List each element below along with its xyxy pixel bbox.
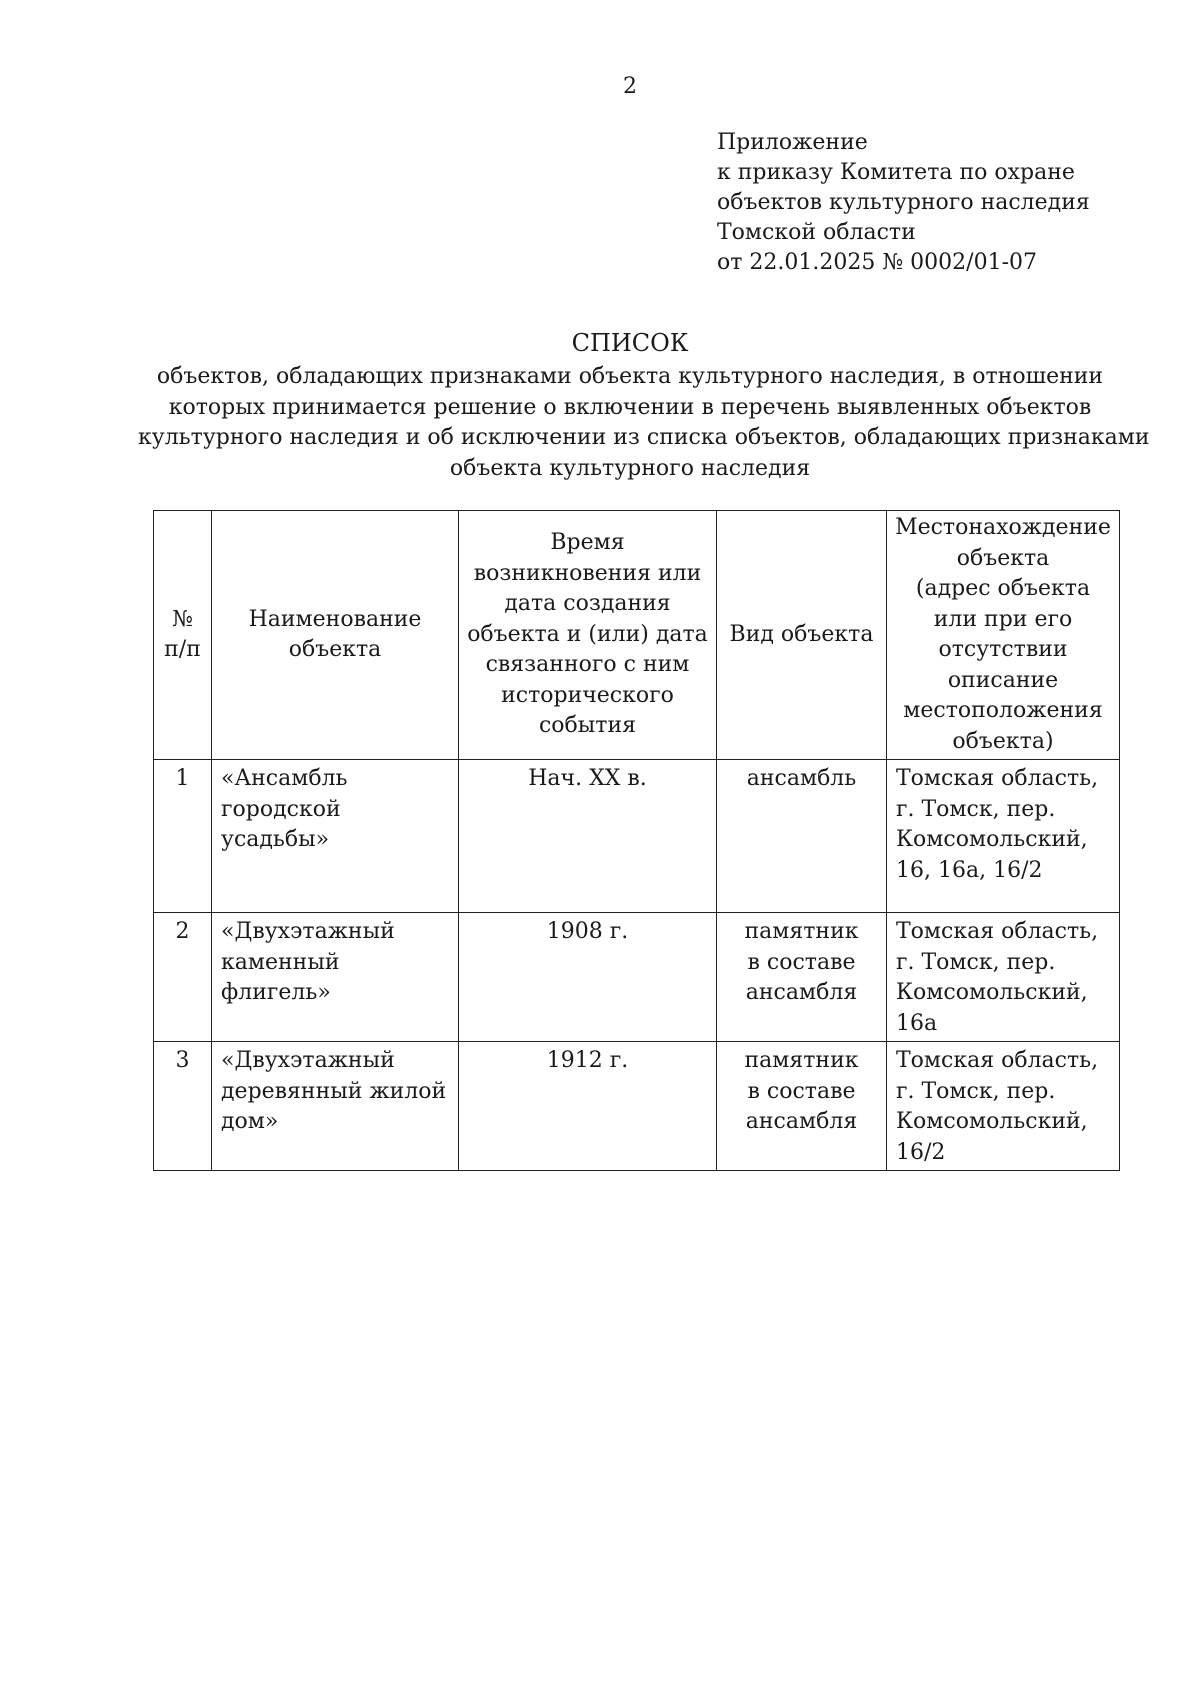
appendix-line: к приказу Комитета по охране	[717, 160, 1075, 185]
header-location: Местонахождение объекта (адрес объекта или при его отсутствии описание местоположения объекта)	[887, 511, 1120, 760]
cell-date: Нач. XX в.	[459, 760, 717, 913]
appendix-line: от 22.01.2025 № 0002/01-07	[717, 250, 1037, 275]
table-row	[154, 760, 1120, 913]
appendix-line: Приложение	[717, 130, 868, 155]
objects-table	[153, 510, 1120, 1171]
document-subtitle	[138, 362, 1150, 484]
appendix-block	[717, 128, 1090, 278]
table-row	[154, 1042, 1120, 1171]
cell-location: Томская область, г. Томск, пер. Комсомольский, 16/2	[887, 1042, 1120, 1171]
table-row	[154, 913, 1120, 1042]
cell-name: «Двухэтажный деревянный жилой дом»	[212, 1042, 459, 1171]
document-title: СПИСОК	[571, 329, 689, 357]
header-number: № п/п	[154, 511, 212, 760]
table-header-row	[154, 511, 1120, 760]
cell-date: 1908 г.	[459, 913, 717, 1042]
cell-location: Томская область, г. Томск, пер. Комсомольский, 16а	[887, 913, 1120, 1042]
subtitle-line: культурного наследия и об исключении из списка объектов, обладающих признаками	[138, 425, 1150, 450]
cell-type: памятник в составе ансамбля	[717, 1042, 887, 1171]
header-name: Наименование объекта	[212, 511, 459, 760]
header-date: Время возникновения или дата создания объекта и (или) дата связанного с ним исторического события	[459, 511, 717, 760]
appendix-line: Томской области	[717, 220, 916, 245]
header-type: Вид объекта	[717, 511, 887, 760]
subtitle-line: которых принимается решение о включении в перечень выявленных объектов	[168, 394, 1092, 420]
page-number: 2	[623, 74, 637, 99]
appendix-line: объектов культурного наследия	[717, 190, 1090, 215]
cell-number: 1	[154, 760, 212, 913]
cell-type: памятник в составе ансамбля	[717, 913, 887, 1042]
cell-name: «Ансамбль городской усадьбы»	[212, 760, 459, 913]
subtitle-line: объектов, обладающих признаками объекта культурного наследия, в отношении	[156, 364, 1104, 389]
cell-number: 3	[154, 1042, 212, 1171]
cell-name: «Двухэтажный каменный флигель»	[212, 913, 459, 1042]
cell-date: 1912 г.	[459, 1042, 717, 1171]
cell-type: ансамбль	[717, 760, 887, 913]
subtitle-line: объекта культурного наследия	[449, 455, 811, 481]
cell-location: Томская область, г. Томск, пер. Комсомольский, 16, 16а, 16/2	[887, 760, 1120, 913]
cell-number: 2	[154, 913, 212, 1042]
